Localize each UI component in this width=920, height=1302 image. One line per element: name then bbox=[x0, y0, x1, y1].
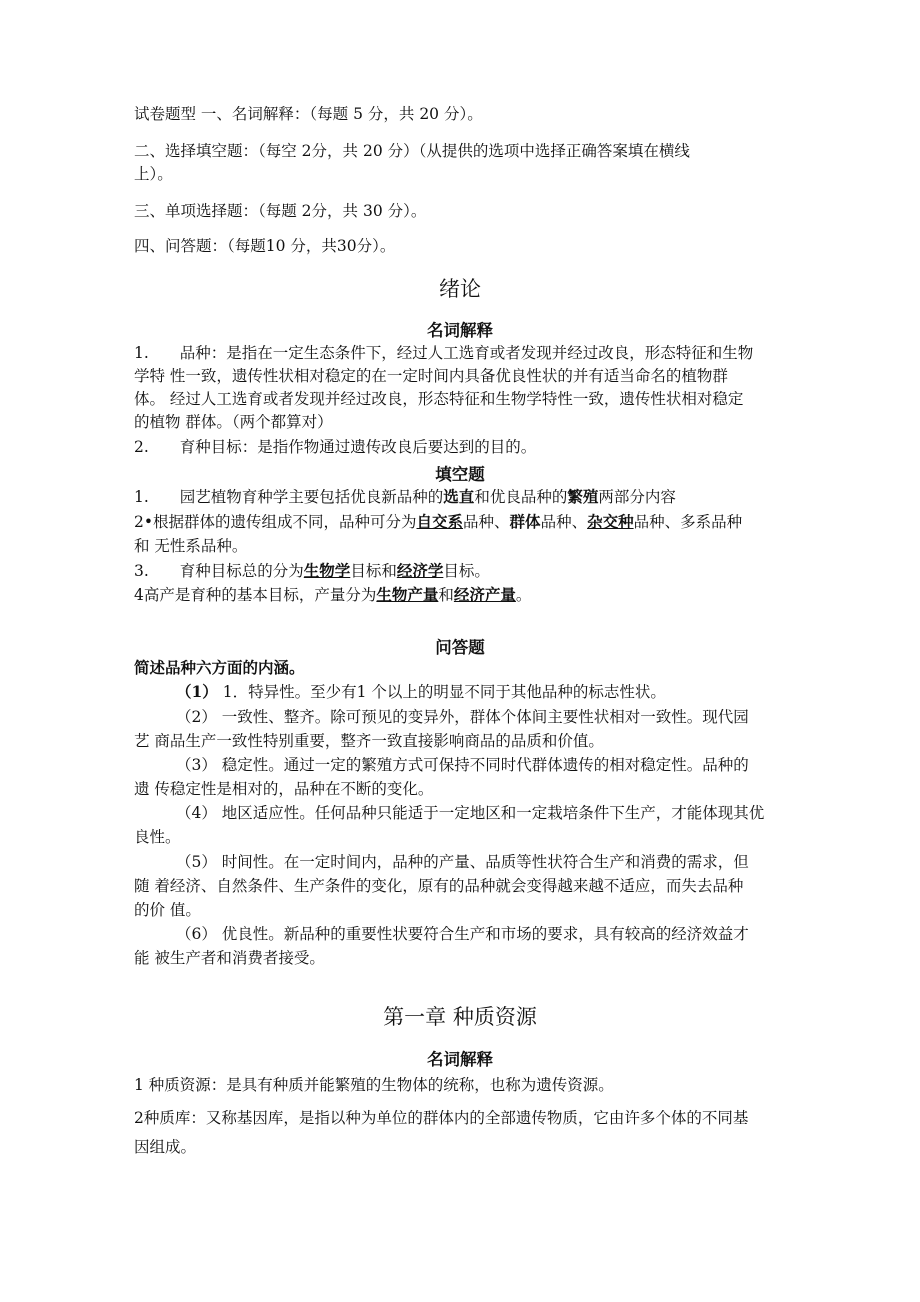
fill-1-text-c: 两部分内容 bbox=[598, 488, 676, 506]
term-1-line-1: 1. 品种：是指在一定生态条件下，经过人工选育或者发现并经过改良，形态特征和生物 bbox=[134, 344, 754, 362]
fill-4 bbox=[134, 585, 531, 605]
exam-format-line-1: 试卷题型 一、名词解释：（每题 5 分，共 20 分）。 bbox=[134, 105, 483, 123]
fill-2-text-b: 品种、 bbox=[463, 513, 510, 531]
qa-item-6-line-2: 能 被生产者和消费者接受。 bbox=[134, 949, 325, 967]
fill-1 bbox=[134, 487, 676, 507]
qa-item-1-text: 1．特异性。至少有1 个以上的明显不同于其他品种的标志性状。 bbox=[217, 683, 666, 701]
chapter-1-term-1: 1 种质资源：是具有种质并能繁殖的生物体的统称，也称为遗传资源。 bbox=[134, 1076, 614, 1094]
fill-4-answer-2: 经济产量 bbox=[453, 585, 516, 604]
qa-item-5-line-2: 随 着经济、自然条件、生产条件的变化，原有的品种就会变得越来越不适应，而失去品种 bbox=[134, 877, 744, 895]
qa-item-4-line-1: （4） 地区适应性。任何品种只能适于一定地区和一定栽培条件下生产，才能体现其优 bbox=[176, 804, 765, 822]
qa-item-1-number: （1） bbox=[176, 682, 218, 701]
qa-item-1 bbox=[176, 682, 666, 702]
fill-3 bbox=[134, 561, 490, 581]
qa-item-5-line-3: 的价 值。 bbox=[134, 901, 201, 919]
fill-1-text-a: 1. 园艺植物育种学主要包括优良新品种的 bbox=[134, 488, 444, 506]
exam-format-line-2: 二、选择填空题：（每空 2分，共 20 分）（从提供的选项中选择正确答案填在横线 bbox=[134, 142, 690, 160]
qa-item-5-line-1: （5） 时间性。在一定时间内，品种的产量、品质等性状符合生产和消费的需求，但 bbox=[176, 853, 749, 871]
fill-3-text-c: 目标。 bbox=[443, 562, 490, 580]
intro-qa-heading: 问答题 bbox=[435, 638, 485, 657]
chapter-1-title: 第一章 种质资源 bbox=[383, 1005, 537, 1029]
term-1-line-4: 的植物 群体。（两个都算对） bbox=[134, 413, 333, 431]
fill-4-text-b: 和 bbox=[438, 586, 454, 604]
fill-2-text-c: 品种、 bbox=[540, 513, 588, 531]
chapter-1-term-2-line-2: 因组成。 bbox=[134, 1138, 197, 1156]
chapter-1-terms-heading: 名词解释 bbox=[427, 1050, 493, 1069]
fill-2-line-2: 和 无性系品种。 bbox=[134, 537, 248, 555]
qa-item-3-line-1: （3） 稳定性。通过一定的繁殖方式可保持不同时代群体遗传的相对稳定性。品种的 bbox=[176, 756, 749, 774]
fill-3-text-b: 目标和 bbox=[350, 562, 397, 580]
fill-1-text-b: 和优良品种的 bbox=[474, 488, 568, 506]
term-2: 2. 育种目标：是指作物通过遗传改良后要达到的目的。 bbox=[134, 438, 537, 456]
qa-question: 简述品种六方面的内涵。 bbox=[134, 658, 305, 677]
fill-2-answer-3: 杂交种 bbox=[587, 512, 634, 531]
fill-3-text-a: 3. 育种目标总的分为 bbox=[134, 562, 304, 580]
fill-4-text-a: 4高产是育种的基本目标，产量分为 bbox=[134, 586, 377, 604]
term-1-line-3: 体。 经过人工选育或者发现并经过改良，形态特征和生物学特性一致，遗传性状相对稳定 bbox=[134, 390, 744, 408]
fill-3-answer-1: 生物学 bbox=[303, 561, 351, 580]
qa-item-4-line-2: 良性。 bbox=[134, 828, 181, 846]
fill-4-text-c: 。 bbox=[515, 586, 532, 604]
term-1-line-2: 学特 性一致，遗传性状相对稳定的在一定时间内具备优良性状的并有适当命名的植物群 bbox=[134, 367, 728, 385]
intro-title: 绪论 bbox=[439, 277, 481, 301]
chapter-1-term-2-line-1: 2种质库：又称基因库，是指以种为单位的群体内的全部遗传物质，它由许多个体的不同基 bbox=[134, 1109, 749, 1127]
qa-item-2-line-2: 艺 商品生产一致性特别重要，整齐一致直接影响商品的品质和价值。 bbox=[134, 732, 604, 750]
qa-item-3-line-2: 遗 传稳定性是相对的，品种在不断的变化。 bbox=[134, 780, 434, 798]
fill-2 bbox=[134, 512, 742, 532]
fill-2-text-a: 2•根据群体的遗传组成不同，品种可分为 bbox=[134, 513, 417, 531]
fill-2-text-d: 品种、多系品种 bbox=[633, 513, 743, 531]
fill-4-answer-1: 生物产量 bbox=[376, 585, 439, 604]
fill-3-answer-2: 经济学 bbox=[396, 561, 444, 580]
fill-1-answer-1: 选直 bbox=[443, 487, 475, 506]
qa-item-6-line-1: （6） 优良性。新品种的重要性状要符合生产和市场的要求，具有较高的经济效益才 bbox=[176, 925, 749, 943]
exam-format-line-3: 三、单项选择题：（每题 2分，共 30 分）。 bbox=[134, 202, 427, 220]
intro-fill-heading: 填空题 bbox=[435, 465, 485, 484]
intro-terms-heading: 名词解释 bbox=[427, 321, 493, 340]
fill-2-answer-1: 自交系 bbox=[416, 512, 464, 531]
fill-2-answer-2: 群体 bbox=[509, 512, 541, 531]
fill-1-answer-2: 繁殖 bbox=[567, 487, 599, 506]
exam-format-line-2-cont: 上）。 bbox=[134, 165, 173, 183]
exam-format-line-4: 四、问答题：（每题10 分，共30分）。 bbox=[134, 237, 396, 255]
qa-item-2-line-1: （2） 一致性、整齐。除可预见的变异外，群体个体间主要性状相对一致性。现代园 bbox=[176, 708, 749, 726]
